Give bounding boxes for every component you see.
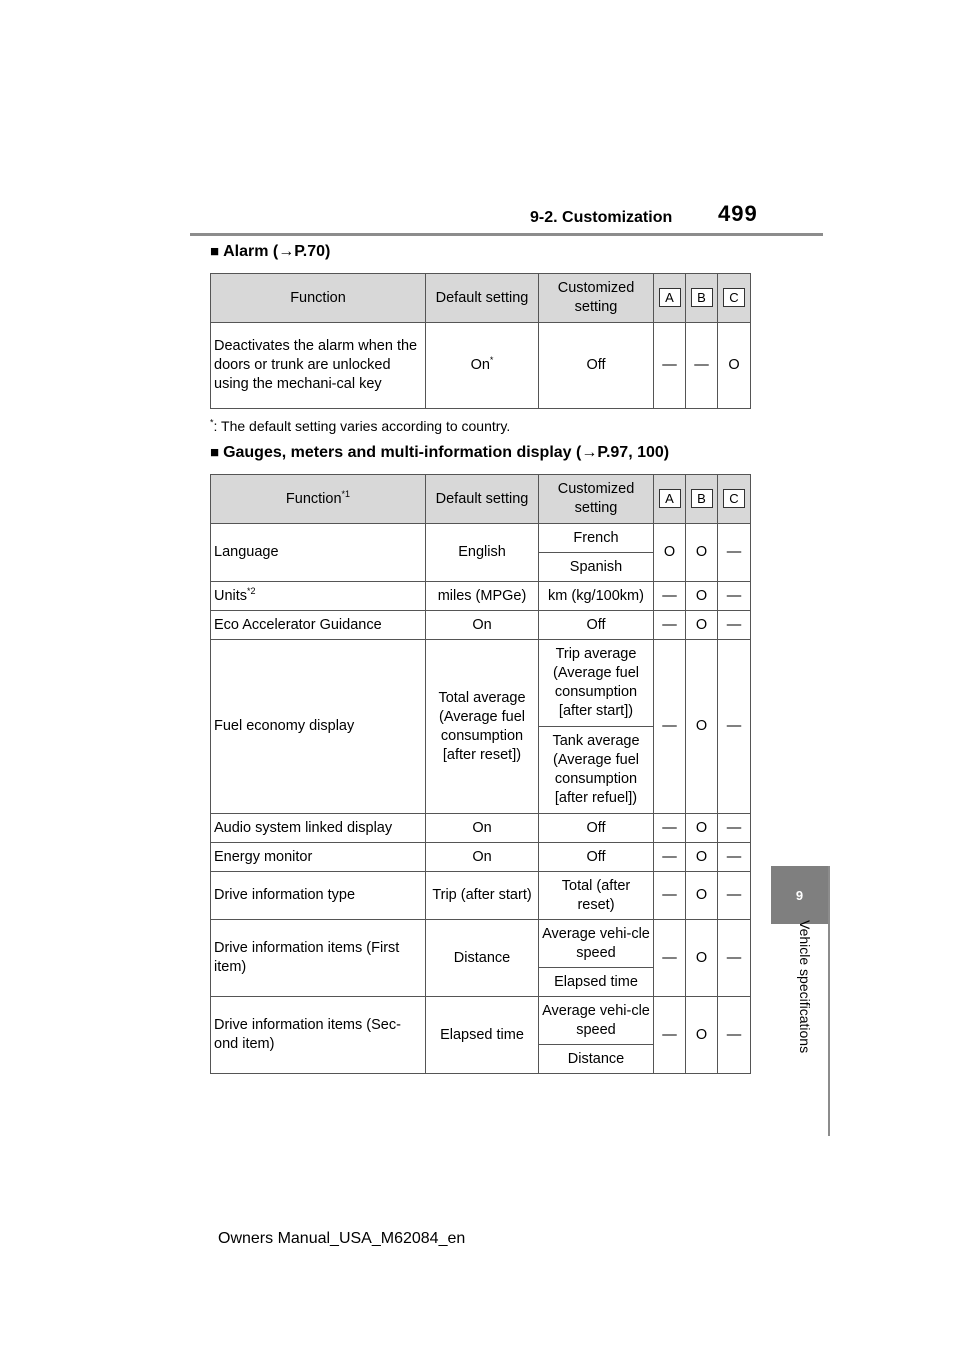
section-title: 9-2. Customization — [530, 209, 673, 226]
col-function: Function$^{*1}$ — [211, 475, 426, 524]
default-cell: Trip (after start) — [426, 872, 539, 920]
alarm-heading: ■ Alarm (→P.70) — [210, 243, 331, 260]
function-cell: Fuel economy display — [211, 640, 426, 814]
table-row — [211, 640, 751, 727]
default-cell: On* — [426, 323, 539, 409]
function-cell: Energy monitor — [211, 843, 426, 872]
customized-cell: Off — [539, 814, 654, 843]
col-b-label: B — [691, 489, 713, 508]
default-cell: miles (MPGe) — [426, 582, 539, 611]
chapter-label: Vehicle specifications — [797, 920, 813, 1054]
table-header-row — [211, 274, 751, 323]
col-default: Default setting — [426, 274, 539, 323]
default-cell: On — [426, 814, 539, 843]
square-bullet-icon: ■ — [210, 243, 220, 260]
a-cell: — — [654, 843, 686, 872]
a-cell: — — [654, 920, 686, 997]
b-cell: O — [686, 843, 718, 872]
col-a-label: A — [659, 489, 681, 508]
table-row — [211, 920, 751, 968]
a-cell: — — [654, 611, 686, 640]
function-cell: Deactivates the alarm when the doors or trunk are unlocked using the mechani-cal key — [211, 323, 426, 409]
c-cell: — — [718, 582, 751, 611]
customized-cell: Distance — [539, 1045, 654, 1074]
function-cell: Drive information items (Sec-ond item) — [211, 997, 426, 1074]
footnote: *: The default setting varies according to country. — [210, 417, 511, 434]
b-cell: O — [686, 814, 718, 843]
default-cell: English — [426, 524, 539, 582]
col-a-label: A — [659, 288, 681, 307]
b-cell: O — [686, 582, 718, 611]
customized-cell: Elapsed time — [539, 968, 654, 997]
table-row — [211, 843, 751, 872]
col-c-label: C — [723, 489, 745, 508]
customized-cell: Off — [539, 323, 654, 409]
col-customized: Customized setting — [539, 274, 654, 323]
c-cell: — — [718, 920, 751, 997]
table-row — [211, 611, 751, 640]
alarm-table — [210, 273, 751, 409]
c-cell: — — [718, 640, 751, 814]
a-cell: — — [654, 323, 686, 409]
customized-cell: Spanish — [539, 553, 654, 582]
b-cell: O — [686, 920, 718, 997]
default-cell: Distance — [426, 920, 539, 997]
customized-cell: French — [539, 524, 654, 553]
b-cell: O — [686, 872, 718, 920]
b-cell: — — [686, 323, 718, 409]
footer-text: Owners Manual_USA_M62084_en — [218, 1230, 466, 1247]
side-rule — [828, 866, 830, 1136]
table-row — [211, 997, 751, 1045]
a-cell: O — [654, 524, 686, 582]
c-cell: — — [718, 814, 751, 843]
customized-cell: Off — [539, 611, 654, 640]
table-row — [211, 524, 751, 553]
a-cell: — — [654, 814, 686, 843]
customized-cell: Tank average (Average fuel consumption [after refuel]) — [539, 727, 654, 814]
c-cell: — — [718, 611, 751, 640]
function-cell: Units$^{*2}$ — [211, 582, 426, 611]
function-cell: Audio system linked display — [211, 814, 426, 843]
table-row — [211, 872, 751, 920]
b-cell: O — [686, 997, 718, 1074]
chapter-tab: 9 — [771, 866, 828, 924]
c-cell: — — [718, 524, 751, 582]
customized-cell: Trip average (Average fuel consumption [after start]) — [539, 640, 654, 727]
header-rule — [190, 233, 823, 236]
col-customized: Customized setting — [539, 475, 654, 524]
customized-cell: Off — [539, 843, 654, 872]
a-cell: — — [654, 872, 686, 920]
c-cell: — — [718, 843, 751, 872]
default-cell: On — [426, 843, 539, 872]
customized-cell: km (kg/100km) — [539, 582, 654, 611]
default-cell: Elapsed time — [426, 997, 539, 1074]
c-cell: O — [718, 323, 751, 409]
col-b-label: B — [691, 288, 713, 307]
table-row — [211, 323, 751, 409]
b-cell: O — [686, 611, 718, 640]
page-number: 499 — [718, 201, 758, 226]
b-cell: O — [686, 524, 718, 582]
function-cell: Drive information items (First item) — [211, 920, 426, 997]
gauges-table — [210, 474, 751, 1074]
table-row — [211, 814, 751, 843]
a-cell: — — [654, 582, 686, 611]
col-default: Default setting — [426, 475, 539, 524]
customized-cell: Total (after reset) — [539, 872, 654, 920]
function-cell: Eco Accelerator Guidance — [211, 611, 426, 640]
function-cell: Language — [211, 524, 426, 582]
table-row — [211, 582, 751, 611]
customized-cell: Average vehi-cle speed — [539, 997, 654, 1045]
default-cell: On — [426, 611, 539, 640]
square-bullet-icon: ■ — [210, 444, 220, 461]
function-cell: Drive information type — [211, 872, 426, 920]
default-cell: Total average (Average fuel consumption [after reset]) — [426, 640, 539, 814]
a-cell: — — [654, 997, 686, 1074]
col-function: Function — [211, 274, 426, 323]
b-cell: O — [686, 640, 718, 814]
gauges-heading: ■ Gauges, meters and multi-information display (→P.97, 100) — [210, 444, 670, 461]
c-cell: — — [718, 997, 751, 1074]
c-cell: — — [718, 872, 751, 920]
customized-cell: Average vehi-cle speed — [539, 920, 654, 968]
page-header — [0, 201, 960, 235]
table-header-row — [211, 475, 751, 524]
a-cell: — — [654, 640, 686, 814]
col-c-label: C — [723, 288, 745, 307]
